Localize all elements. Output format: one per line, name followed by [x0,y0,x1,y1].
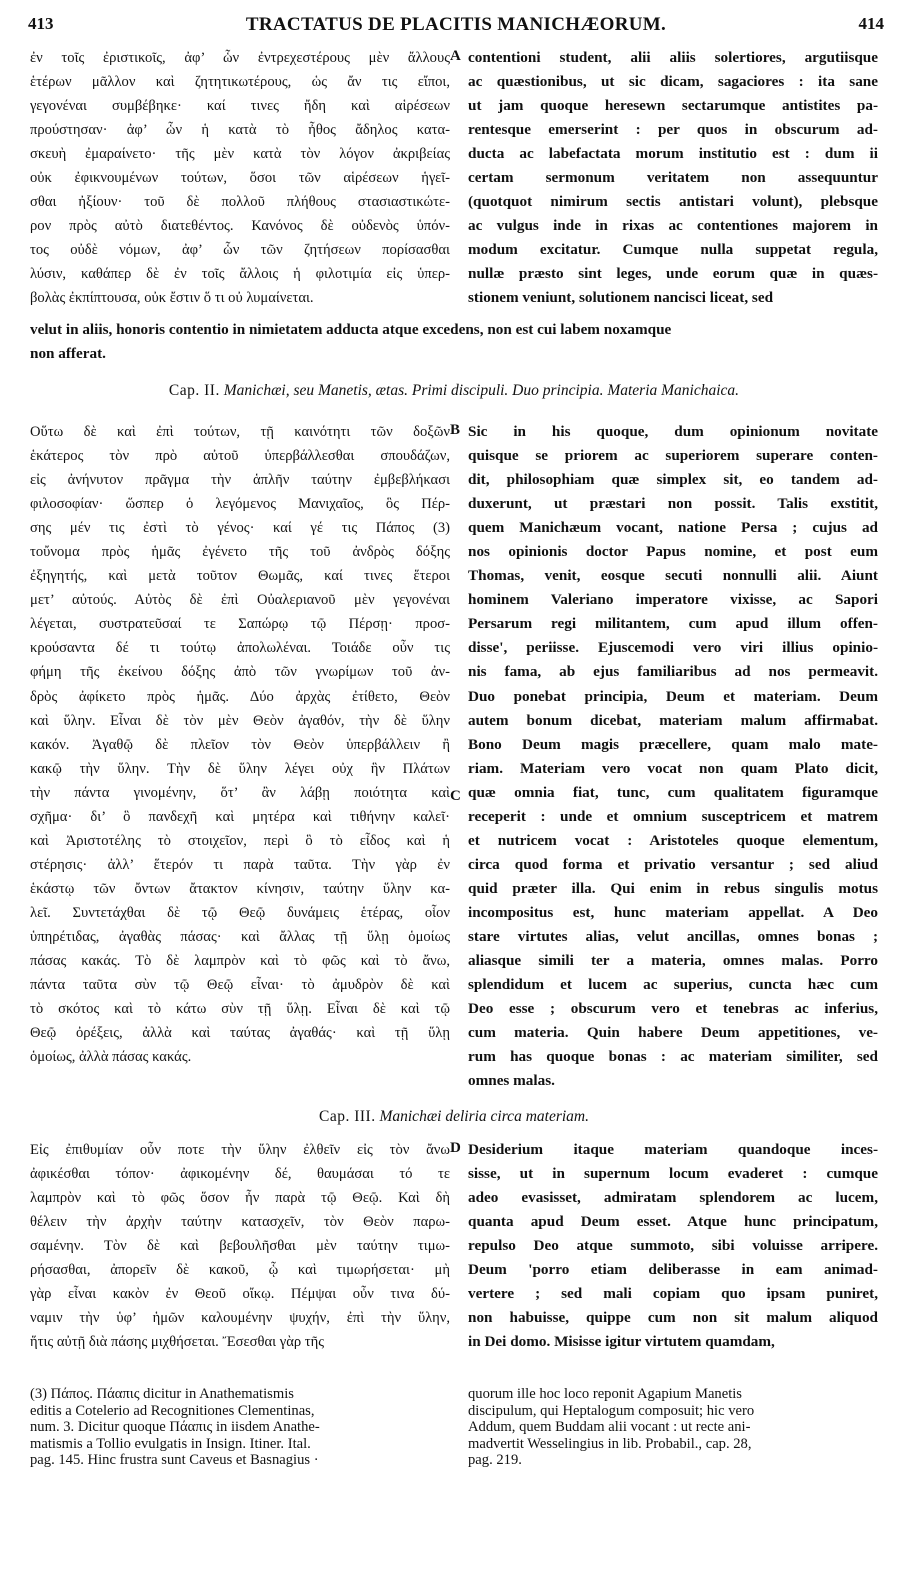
text-line: ac vulgus inde in rixas ac contentiones majorem in [468,217,878,235]
text-line: nos opinionis doctor Papus nomine, et post eum [468,543,878,561]
text-line: quæ omnia fiat, tunc, cum qualitatem figuramque [468,783,878,801]
text-line: Deum 'porro etiam deliberasse in eam animad- [468,1261,878,1279]
text-line: hominem Valeriano imperatore vixisse, ac Sapori [468,591,878,609]
text-line: ut jam quoque heresewn sectarumque antistites pa- [468,97,878,115]
text-line: μετ’ αὐτούς. Αὐτὸς δὲ ἐπὶ Οὐαλεριανοῦ μὲν γεγονέναι [30,592,450,609]
text-line: non afferat. [30,345,106,362]
text-line: pag. 219. [468,1452,522,1468]
text-line: modum excitatur. Cumque nulla suppetat regula, [468,241,878,259]
text-line: Εἰς ἐπιθυμίαν οὖν ποτε τὴν ὕλην ἐλθεῖν εἰς τὸν ἄνω [30,1142,450,1158]
greek-column-chapter-2 [30,420,450,1069]
running-header [28,14,884,38]
footnote-left [30,1386,450,1469]
latin-column-intro [468,46,878,311]
text-line: nis fama, ab ejus familiaribus ad nos permeavit. [468,663,878,681]
text-line: velut in aliis, honoris contentio in nimietatem adducta atque excedens, non est cui labem noxamque [30,321,672,338]
chapter-2-heading [0,382,908,400]
text-line: τοὔνομα πρὸς ἡμᾶς ἐγένετο τῆς τοῦ ἀνδρὸς δόξης [30,544,450,561]
text-line: quem Manichæum vocant, natione Persa ; cujus ad [468,519,878,537]
text-line: editis a Cotelerio ad Recognitiones Clementinas, [30,1402,315,1419]
text-line: autem bonum dicebat, materiam malum affirmabat. [468,711,878,729]
text-line: num. 3. Dicitur quoque Πάαπις in iisdem Anathe- [30,1419,320,1435]
text-line: matismis a Tollio evulgatis in Insign. Itiner. Ital. [30,1435,311,1452]
chapter-3-heading [0,1108,908,1126]
text-line: in Dei domo. Misisse igitur virtutem quamdam, [468,1333,775,1351]
text-line: ἑκάτερος τὸν πρὸ αὐτοῦ ὑπερβάλλεσθαι σπουδάζων, [30,448,450,465]
running-title: TRACTATUS DE PLACITIS MANICHÆORUM. [245,14,667,35]
section-marker-c: C [450,788,461,804]
text-line: ac quæstionibus, ut sic dicam, sagaciores : ita sane [468,73,878,91]
latin-column-chapter-3 [468,1138,878,1354]
text-line: ἀφικέσθαι τόπον· ἀφικομένην δέ, θαυμάσαι τό τε [30,1166,450,1183]
text-line: rentesque emerserint : per quos in obscurum ad- [468,121,878,139]
text-line: certam sermonum veritatem non assequuntur [468,169,878,187]
text-line: οὐκ ἐφικνουμένων τούτων, ὅσοι τῶν αἱρέσεων ἡγεῖ- [30,170,450,187]
text-line: Θεῷ ὀρέξεις, ἀλλὰ καὶ ταύτας ἀγαθάς· καὶ τῇ ὕλῃ [30,1025,450,1042]
text-line: quid præter illa. Qui enim in rebus singulis motus [468,879,878,897]
text-line: Duo ponebat principia, Deum et materiam. Deum [468,687,878,705]
text-line: ὑπηρέτιδας, ἀγαθὰς πάσας· καὶ ἄλλας τῇ ὕλῃ ὁμοίως [30,928,450,945]
text-line: (3) Πάπος. Πάαπις dicitur in Anathematismis [30,1386,294,1402]
section-marker-d: D [450,1140,461,1156]
text-line: Bono Deum magis præcellere, quam malo mate- [468,735,878,753]
text-line: στέρησις· ἀλλ’ ἕτερόν τι παρὰ ταῦτα. Τὴν γὰρ ἐν [30,856,450,873]
text-line: τὴν πάντα γινομένην, ὅτ’ ἂν λάβῃ ποιότητα καὶ [30,784,450,801]
text-line: et nutricem vocat : Aristoteles quoque elementum, [468,831,878,849]
text-line: disse', periisse. Ejuscemodi vero viri illius opinio- [468,639,878,657]
text-line: repulso Deo atque summoto, sibi voluisse arripere. [468,1237,878,1255]
text-line: πάντα ταῦτα σὺν τῷ Θεῷ εἶναι· τὸ ἀμυδρὸν δὲ καὶ [30,977,450,994]
text-line: τὸ σκότος καὶ τὸ κάτω σὺν τῇ ὕλῃ. Εἶναι δὲ καὶ τῷ [30,1001,450,1018]
page-number-right: 414 [858,14,884,33]
text-line: λεῖ. Συντετάχθαι δὲ τῷ Θεῷ δυνάμεις ἑτέρας, οἷον [30,904,450,921]
text-line: madvertit Wesselingius in lib. Probabil., cap. 28, [468,1435,752,1452]
text-line: θέλειν τὴν ἀρχὴν ταύτην κατασχεῖν, τὸν Θεὸν παρω- [30,1214,450,1231]
text-line: quisque se priorem ac superiorem superare conten- [468,447,878,465]
text-line: sisse, ut in supernum locum evaderet : cumque [468,1165,878,1183]
text-line: σχῆμα· δι’ ὃ πανδεχῆ καὶ μητέρα καὶ τιθήνην καλεῖ· [30,808,450,825]
text-line: δρὸς ἀφίκετο πρὸς ἡμᾶς. Δύο ἀρχὰς ἐτίθετο, Θεὸν [30,688,450,705]
text-line: non habuisse, quippe cum non sit malum aliquod [468,1309,878,1327]
text-line: pag. 145. Hinc frustra sunt Caveus et Basnagius · [30,1452,319,1468]
text-line: φήμη τῆς ἐκείνου δόξης ἀπὸ τῶν γνωρίμων τοῦ ἀν- [30,664,450,681]
text-line: aliasque simili ter a materia, omnes malas. Porro [468,952,878,970]
text-line: Persarum regi militantem, cum apud illum offen- [468,615,878,633]
text-line: ἑκάστῳ τῶν ὄντων ἄτακτον κίνησιν, ταύτην ὕλην κα- [30,880,450,897]
text-line: σαμένην. Τὸν δὲ καὶ βεβουλῆσθαι μὲν ταύτην τιμω- [30,1238,450,1255]
text-line: προύστησαν· ἀφ’ ὧν ἡ κατὰ τὸ ἦθος ἄδηλος κατα- [30,122,450,139]
text-line: ρήσασθαι, ἀπορεῖν δὲ κακοῦ, ᾧ καὶ τιμωρήσεται· μὴ [30,1262,450,1279]
greek-column-chapter-3 [30,1138,450,1354]
footnote-right [468,1386,878,1469]
text-line: vertere ; sed mali copiam quo ipsam puniret, [468,1285,878,1303]
page-number-left: 413 [28,14,54,33]
text-line: ἐν τοῖς ἐριστικοῖς, ἀφ’ ὧν ἐντρεχεστέρους μὲν ἄλλους [30,50,450,66]
text-line: καὶ ὕλην. Εἶναι δὲ τὸν μὲν Θεὸν ἀγαθόν, τὴν δὲ ὕλην [30,712,450,729]
text-line: σθαι ἠξίουν· τοῦ δὲ πολλοῦ πλήθους στασιαστικώτε- [30,194,450,211]
text-line: receperit : unde et omnium susceptricem et matrem [468,807,878,825]
text-line: εἰς ἀνήνυτον πρᾶγμα τὴν ἁπλῆν ταύτην ἐμβεβλήκασι [30,472,450,489]
text-line: Deo esse ; obscurum vero et tenebras ac inferius, [468,1000,878,1018]
text-line: γὰρ εἶναι κακὸν ἐν Θεοῦ οἴκῳ. Πέμψαι οὖν τινα δύ- [30,1286,450,1303]
text-line: (quotquot nimirum sectis antistari volunt), plebsque [468,193,878,211]
text-line: Desiderium itaque materiam quandoque inces- [468,1141,878,1158]
text-line: λέγεται, συστρατεῦσαί τε Σαπώρῳ τῷ Πέρσῃ· προσ- [30,616,450,633]
text-line: σκευὴ ἐμαραίνετο· τῆς μὲν κατὰ τὸν λόγον ἀκριβείας [30,146,450,163]
text-line: τος οὐδὲ νόμων, ἀφ’ ὧν τῶν ζητήσεων πορίσασθαι [30,242,450,259]
text-line: adeo evasisset, admiratam splendorem ac lucem, [468,1189,878,1207]
text-line: circa quod forma et privatio versantur ; sed aliud [468,855,878,873]
text-line: ἐξηγητής, καὶ μετὰ τοῦτον Θωμᾶς, καί τινες ἕτεροι [30,568,450,585]
greek-column-intro [30,46,450,311]
text-line: σης μέν τις ἐστὶ τὸ γένος· καί γέ τις Πάπος (3) [30,520,450,537]
text-line: Addum, quem Buddam alii vocant : ut recte ani- [468,1419,751,1435]
text-line: incompositus est, hunc materiam appellat. A Deo [468,903,878,921]
text-line: φιλοσοφίαν· ὥσπερ ὁ λεγόμενος Μανιχαῖος, ὃς Πέρ- [30,496,450,513]
text-line: Sic in his quoque, dum opinionum novitate [468,423,878,440]
text-line: dit, philosophiam quæ simplex sit, eo tandem ad- [468,471,878,489]
text-line: omnes malas. [468,1072,555,1090]
chapter-2-label: Cap. II. [168,382,220,399]
text-line: κρούσαντα δέ τι τούτῳ ἀπολωλέναι. Τοιάδε οὖν τις [30,640,450,657]
text-line: quanta apud Deum esset. Atque hunc principatum, [468,1213,878,1231]
text-line: rum has quoque bonas : ac materiam similiter, sed [468,1048,878,1066]
text-line: ἥτις αὐτῇ διὰ πάσης μιχθήσεται. Ἔσεσθαι γὰρ τῆς [30,1334,325,1351]
text-line: splendidum et lucem ac superius, cuncta hæc cum [468,976,878,994]
text-line: Οὕτω δὲ καὶ ἐπὶ τούτων, τῇ καινότητι τῶν δοξῶν [30,424,450,440]
text-line: nullæ præsto sint leges, unde eorum quæ in quæs- [468,265,878,283]
text-line: stare virtutes alias, velut ancillas, omnes bonas ; [468,927,878,945]
chapter-2-title: Manichæi, seu Manetis, ætas. Primi discipuli. Duo principia. Materia Manichaica. [223,382,740,399]
text-line: ὁμοίως, ἀλλὰ πάσας κακάς. [30,1049,192,1066]
chapter-3-title: Manichæi deliria circa materiam. [379,1108,589,1125]
text-line: duxerunt, ut præstari non possit. Talis exstitit, [468,495,878,513]
text-line: cum materia. Quin habere Deum appetitiones, ve- [468,1024,878,1042]
chapter-3-label: Cap. III. [319,1108,376,1125]
text-line: quorum ille hoc loco reponit Agapium Manetis [468,1386,742,1402]
text-line: ναμιν τὴν ὑφ’ ἡμῶν καλουμένην ψυχήν, ἐπὶ τὴν ὕλην, [30,1310,450,1327]
text-line: stionem veniunt, solutionem nancisci liceat, sed [468,289,774,307]
text-line: Thomas, venit, eosque secuti nonnulli alii. Aiunt [468,567,878,585]
section-marker-a: A [450,48,461,64]
text-line: λαμπρὸν καὶ τὸ φῶς ὅσον ἦν παρὰ τῷ Θεῷ. Καὶ δὴ [30,1190,450,1207]
text-line: γεγονέναι συμβέβηκε· καί τινες ἤδη καὶ αἱρέσεων [30,98,450,115]
text-line: λύσιν, καθάπερ δὲ ἐν τοῖς ἄλλοις ἡ φιλοτιμία εἰς ὑπερ- [30,266,450,283]
text-line: κακῷ τὴν ὕλην. Τὴν δὲ ὕλην λέγει οὐχ ἣν Πλάτων [30,760,450,777]
text-line: πάσας κακάς. Τὸ δὲ λαμπρὸν καὶ τὸ φῶς καὶ τὸ ἄνω, [30,953,450,970]
text-line: κακόν. Ἀγαθῷ δὲ πλεῖον τὸν Θεὸν ὑπερβάλλειν ἢ [30,736,450,753]
text-line: ἑτέρων μᾶλλον καὶ ζητητικωτέρους, ὡς ἄν τις εἴποι, [30,74,450,91]
text-line: καὶ Ἀριστοτέλης τὸ στοιχεῖον, περὶ ὃ τὸ εἶδος καὶ ἡ [30,832,450,849]
text-line: riam. Materiam vero vocat non quam Plato dicit, [468,759,878,777]
text-line: contentioni student, alii aliis solertiores, argutiisque [468,49,878,66]
text-line: ducta ac labefactata morum institutio est : dum ii [468,145,878,163]
section-marker-b: B [450,422,461,438]
text-line: ρον πρὸς αὐτὸ διατεθέντος. Κανόνος δὲ οὐδενὸς ὑπόν- [30,218,450,235]
text-line: discipulum, qui Heptalogum composuit; hic vero [468,1402,755,1419]
text-line: βολὰς ἐκπίπτουσα, οὐκ ἔστιν ὅ τι οὐ λυμαίνεται. [30,290,314,307]
latin-full-width-continuation [30,318,882,366]
latin-column-chapter-2 [468,420,878,1093]
